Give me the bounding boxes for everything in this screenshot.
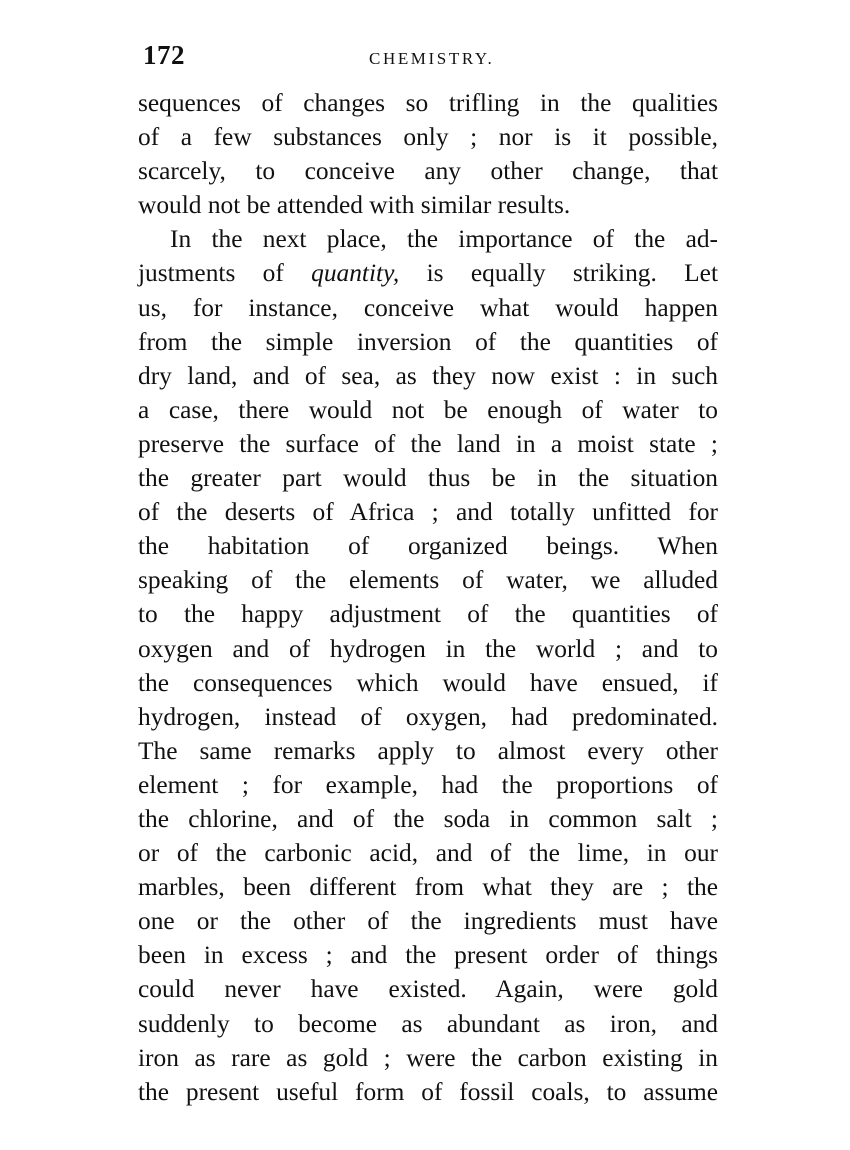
text-line: would not be attended with similar results.	[138, 191, 571, 220]
text-line: suddenly to become as abundant as iron, and	[138, 1009, 718, 1038]
text-line: oxygen and of hydrogen in the world ; and to	[138, 634, 718, 663]
text-line: us, for instance, conceive what would happen	[138, 293, 718, 322]
text-line: In the next place, the importance of the ad-	[170, 225, 718, 254]
text-line: iron as rare as gold ; were the carbon existing in	[138, 1043, 718, 1072]
running-head	[143, 40, 728, 76]
running-title: CHEMISTRY.	[369, 49, 495, 68]
text-line: the habitation of organized beings. When	[138, 532, 718, 561]
text-line: The same remarks apply to almost every other	[138, 736, 718, 765]
text-run: justments of	[138, 259, 312, 288]
text-line: or of the carbonic acid, and of the lime, in our	[138, 839, 718, 868]
text-line: hydrogen, instead of oxygen, had predominated.	[138, 702, 718, 731]
text-line: one or the other of the ingredients must have	[138, 907, 718, 936]
text-line: the greater part would thus be in the situation	[138, 464, 718, 493]
text-line: the consequences which would have ensued, if	[138, 668, 718, 697]
text-line: scarcely, to conceive any other change, that	[138, 157, 718, 186]
text-line: the chlorine, and of the soda in common salt ;	[138, 804, 718, 833]
text-line: marbles, been different from what they are ; the	[138, 873, 718, 902]
text-line: could never have existed. Again, were gold	[138, 975, 718, 1004]
text-line: from the simple inversion of the quantities of	[138, 327, 718, 356]
text-line: sequences of changes so trifling in the qualities	[138, 89, 718, 117]
emphasized-word: quantity,	[311, 259, 400, 288]
page-number: 172	[143, 40, 185, 70]
paragraph-1	[138, 86, 718, 222]
text-line: preserve the surface of the land in a moist state ;	[138, 429, 718, 458]
text-line: dry land, and of sea, as they now exist : in such	[138, 361, 718, 390]
paragraph-2	[138, 222, 718, 1108]
text-run: is equally striking. Let	[399, 259, 718, 288]
text-line: of the deserts of Africa ; and totally unfitted for	[138, 498, 718, 527]
text-line: speaking of the elements of water, we alluded	[138, 566, 718, 595]
text-line: element ; for example, had the proportions of	[138, 770, 718, 799]
text-line: a case, there would not be enough of water to	[138, 395, 718, 424]
body-text	[138, 86, 718, 1109]
text-line: of a few substances only ; nor is it possible,	[138, 123, 718, 152]
text-line: been in excess ; and the present order of things	[138, 941, 718, 970]
text-line: to the happy adjustment of the quantities of	[138, 600, 718, 629]
text-line-with-emphasis	[138, 256, 718, 290]
text-line: the present useful form of fossil coals, to assume	[138, 1077, 718, 1106]
